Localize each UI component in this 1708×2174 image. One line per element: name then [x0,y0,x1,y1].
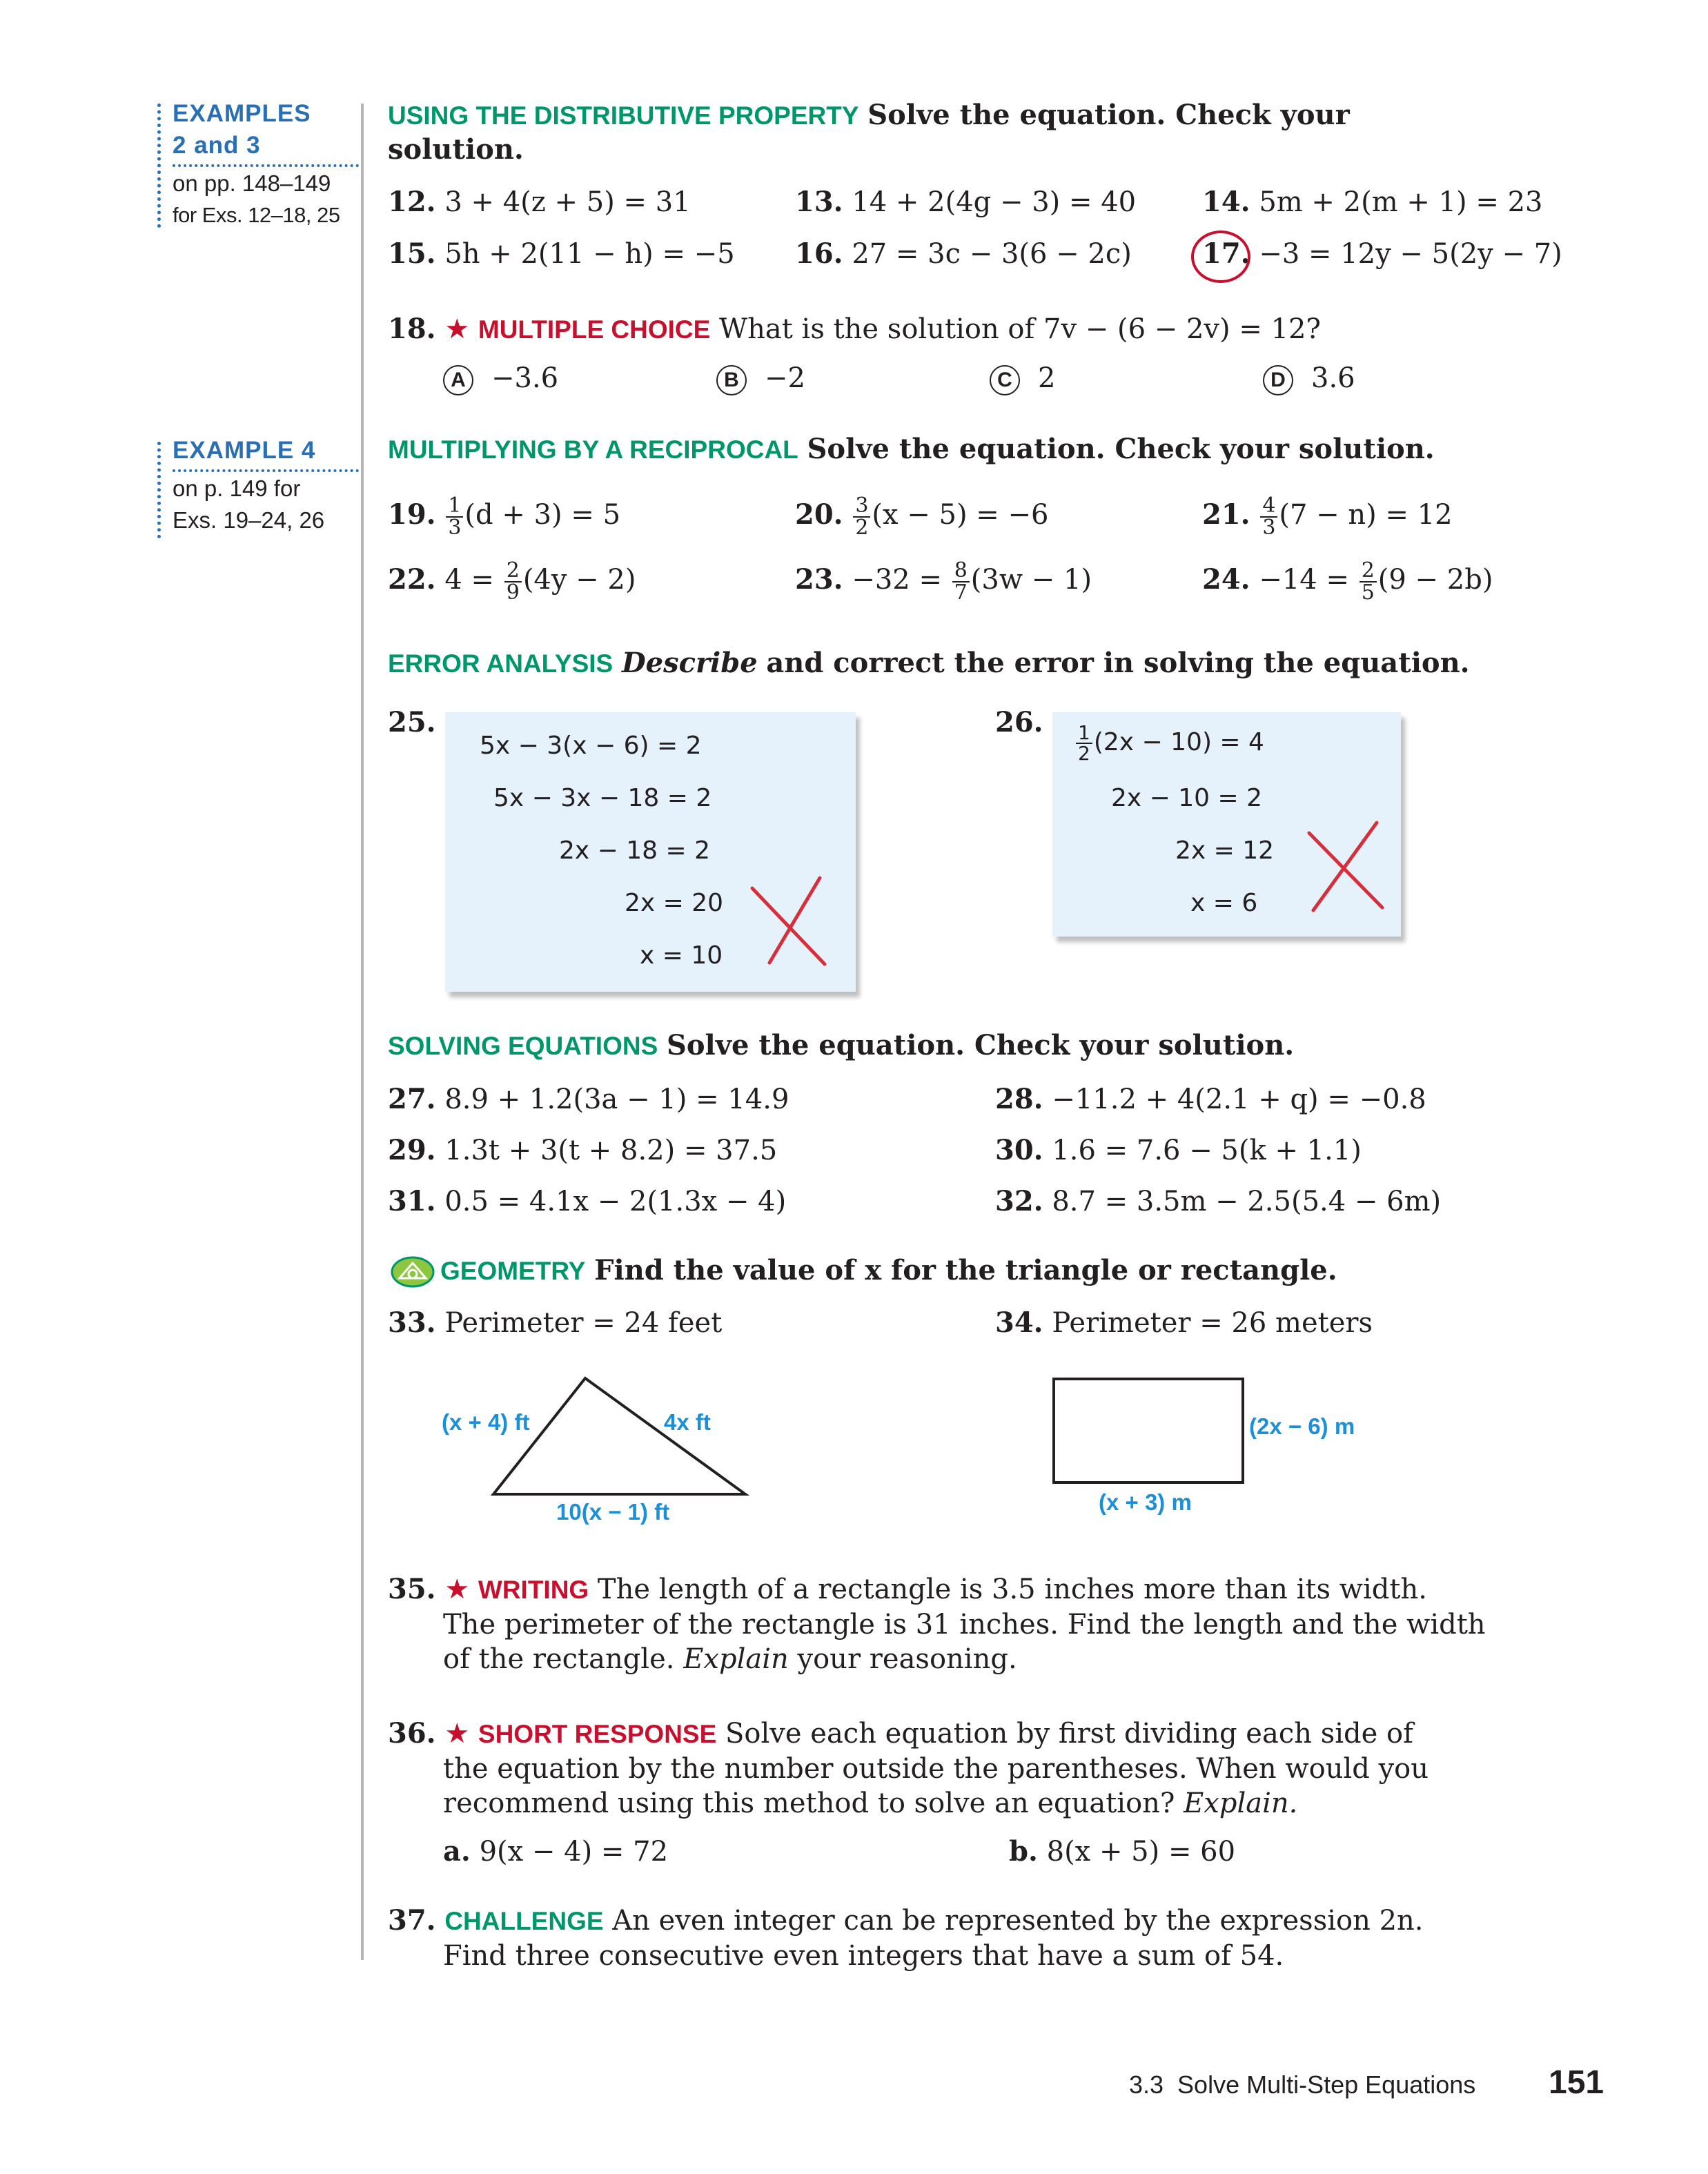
fraction: $\frac{2}{5}$ [1359,560,1377,603]
choice-d[interactable] [1263,362,1355,395]
rectangle-figure [1052,1378,1244,1484]
exercise-35 [388,1572,1486,1676]
section-title-solving: SOLVING EQUATIONS [388,1032,658,1060]
reciprocal-instruction: Solve the equation. Check your solution. [807,433,1435,465]
fraction: $\frac{1}{3}$ [446,496,463,538]
work-line: 2x − 10 = 2 [1111,784,1263,812]
exercise-number: 16. [795,237,843,270]
choice-bubble-c[interactable]: C [990,365,1020,395]
choice-value: −3.6 [491,362,559,394]
sidebar-dotted-divider [173,164,359,167]
error-analysis-header [388,646,1470,681]
exercise-32 [995,1184,1441,1219]
error-instruction-em: Describe [621,647,758,679]
exercise-14 [1202,185,1542,219]
text: An even integer can be represented by the expression 2n. [612,1905,1424,1937]
equation: 0.5 = 4.1x − 2(1.3x − 4) [444,1186,787,1217]
equation: (7 − n) = 12 [1279,499,1453,531]
equation: (9 − 2b) [1377,564,1493,596]
fraction: $\frac{4}{3}$ [1260,496,1277,538]
equation: (3w − 1) [970,564,1092,596]
exercise-25-number: 25. [388,706,436,738]
fraction: $\frac{8}{7}$ [952,560,970,603]
error-x-mark-icon [745,874,835,971]
equation-prefix: −32 = [852,564,942,596]
exercise-number: 23. [795,563,843,596]
choice-a[interactable] [443,362,558,395]
equation: 27 = 3c − 3(6 − 2c) [852,238,1132,270]
equation: (d + 3) = 5 [464,499,621,531]
work-line: 5x − 3(x − 6) = 2 [480,732,702,760]
text: The length of a rectangle is 3.5 inches more than its width. [597,1574,1427,1605]
geometry-header [440,1253,1337,1289]
work-line [1074,723,1264,763]
exercise-37-line2: Find three consecutive even integers that have a sum of 54. [443,1940,1284,1972]
equation: 5m + 2(m + 1) = 23 [1259,186,1543,218]
exercise-37 [388,1903,1424,1973]
sidebar-dotted-divider-2 [173,469,359,472]
exercise-number: 18. [388,313,436,345]
triangle-left-side-label: (x + 4) ft [442,1409,530,1435]
exercise-36-line2: the equation by the number outside the parentheses. When would you [443,1753,1429,1785]
perimeter-text: Perimeter = 26 meters [1052,1307,1373,1339]
error-x-mark-icon [1301,819,1391,916]
solving-header [388,1028,1294,1064]
sidebar-examples-numbers: 2 and 3 [173,132,261,159]
sidebar-example4-exercises: Exs. 19–24, 26 [173,507,325,533]
sidebar-dotted-rule [157,104,161,228]
exercise-36-line3: recommend using this method to solve an equation? Explain. [443,1788,1298,1819]
exercise-13 [795,185,1136,219]
exercise-35-line2: The perimeter of the rectangle is 31 inches. Find the length and the width [443,1609,1486,1641]
exercise-number: 33. [388,1306,436,1339]
rectangle-width-label: (x + 3) m [1099,1489,1192,1515]
short-response-label: SHORT RESPONSE [478,1720,717,1748]
exercise-number: 27. [388,1083,436,1115]
error-instruction: and correct the error in solving the equation. [766,647,1470,679]
choice-b[interactable] [716,362,805,395]
exercise-23 [795,560,1092,603]
exercise-15 [388,237,735,271]
exercise-16 [795,237,1132,271]
choice-value: 2 [1038,362,1056,394]
distributive-header [388,98,1350,133]
exercise-number: 19. [388,498,436,531]
equation: −3 = 12y − 5(2y − 7) [1259,238,1562,270]
fraction: $\frac{1}{2}$ [1076,723,1092,763]
geometry-instruction: Find the value of x for the triangle or rectangle. [594,1254,1337,1286]
rectangle-height-label: (2x − 6) m [1249,1413,1355,1439]
work-line: 2x − 18 = 2 [559,836,711,865]
question-text: What is the solution of 7v − (6 − 2v) = 12? [719,313,1321,345]
exercise-number: 14. [1202,186,1250,218]
distributive-instruction: Solve the equation. Check your [867,99,1350,131]
exercise-30 [995,1133,1362,1168]
distributive-instruction-cont: solution. [388,133,524,166]
exercise-21 [1202,493,1453,540]
equation-prefix: 4 = [444,564,494,596]
writing-label: WRITING [478,1576,589,1604]
exercise-number: 34. [995,1306,1043,1339]
equation: −11.2 + 4(2.1 + q) = −0.8 [1052,1084,1426,1115]
exercise-number: 37. [388,1904,436,1937]
sidebar-examples-heading: EXAMPLES [173,100,311,127]
section-title-geometry: GEOMETRY [440,1257,586,1285]
exercise-26-number: 26. [995,706,1043,738]
equation: 8.7 = 3.5m − 2.5(5.4 − 6m) [1052,1186,1442,1217]
exercise-number: 29. [388,1134,436,1166]
sidebar-dotted-rule-2 [157,442,161,538]
hand-circle-17 [1191,231,1250,283]
triangle-base-label: 10(x − 1) ft [556,1499,670,1525]
text: Solve each equation by first dividing each side of [725,1718,1413,1750]
perimeter-text: Perimeter = 24 feet [444,1307,723,1339]
sidebar-pages: on pp. 148–149 [173,170,331,196]
work-line: x = 10 [640,941,723,970]
exercise-number: 32. [995,1185,1043,1217]
exercise-17 [1202,237,1562,271]
exercise-number: 12. [388,186,436,218]
exercise-number: 30. [995,1134,1043,1166]
sidebar-example4-page: on p. 149 for [173,476,301,501]
equation: 9(x − 4) = 72 [479,1836,669,1868]
exercise-number: 13. [795,186,843,218]
section-title-error-analysis: ERROR ANALYSIS [388,649,613,678]
exercise-35-line1 [388,1572,1427,1607]
fraction: $\frac{3}{2}$ [853,496,870,538]
star-icon: ★ [444,1718,470,1750]
exercise-35-line3: of the rectangle. Explain your reasoning. [443,1643,1017,1675]
exercise-number: 24. [1202,563,1250,596]
footer-section-title: 3.3 Solve Multi-Step Equations [1129,2070,1476,2099]
choice-value: −2 [765,362,805,394]
exercise-34 [995,1306,1373,1340]
exercise-12 [388,185,691,219]
margin-rule [361,104,364,1960]
exercise-37-line1 [388,1903,1424,1939]
exercise-29 [388,1133,777,1168]
exercise-33 [388,1306,722,1340]
exercise-28 [995,1082,1426,1117]
exercise-27 [388,1082,789,1117]
star-icon: ★ [444,313,470,345]
work-line: 5x − 3x − 18 = 2 [493,784,712,812]
solving-instruction: Solve the equation. Check your solution. [666,1029,1295,1061]
exercise-number: 15. [388,237,436,270]
fraction: $\frac{2}{9}$ [504,560,522,603]
exercise-22 [388,560,636,603]
choice-bubble-b[interactable]: B [716,365,747,395]
choice-c[interactable] [990,362,1055,395]
choice-bubble-d[interactable]: D [1263,365,1293,395]
exercise-24 [1202,560,1493,603]
sidebar-example4-heading: EXAMPLE 4 [173,437,316,464]
equation: (4y − 2) [522,564,636,596]
equation: 8.9 + 1.2(3a − 1) = 14.9 [444,1084,789,1115]
exercise-20 [795,493,1049,540]
exercise-36-part-b [1009,1834,1235,1869]
equation: 5h + 2(11 − h) = −5 [444,238,735,270]
equation: 3 + 4(z + 5) = 31 [444,186,691,218]
part-label: a. [443,1835,471,1868]
work-line: 2x = 12 [1175,836,1275,865]
triangle-right-side-label: 4x ft [664,1409,711,1435]
exercise-number: 28. [995,1083,1043,1115]
work-line: x = 6 [1190,889,1258,917]
exercise-number: 31. [388,1185,436,1217]
exercise-number: 36. [388,1717,436,1750]
error-note-25 [445,712,856,992]
sidebar-exercises: for Exs. 12–18, 25 [173,203,340,227]
equation: 1.3t + 3(t + 8.2) = 37.5 [444,1135,778,1166]
exercise-number: 17. [1202,237,1250,270]
equation: 1.6 = 7.6 − 5(k + 1.1) [1052,1135,1362,1166]
exercise-31 [388,1184,786,1219]
exercise-number: 22. [388,563,436,596]
exercise-number: 21. [1202,498,1250,531]
part-label: b. [1009,1835,1038,1868]
equation: 8(x + 5) = 60 [1046,1836,1236,1868]
section-title-distributive: USING THE DISTRIBUTIVE PROPERTY [388,101,859,130]
equation: (x − 5) = −6 [872,499,1049,531]
equation: 14 + 2(4g − 3) = 40 [852,186,1137,218]
star-icon: ★ [444,1574,470,1605]
challenge-label: CHALLENGE [444,1907,604,1935]
equation-prefix: −14 = [1259,564,1349,596]
exercise-36 [388,1716,1429,1821]
geometry-icon [390,1255,435,1289]
multiple-choice-label: MULTIPLE CHOICE [478,315,711,344]
choice-value: 3.6 [1311,362,1355,394]
exercise-36-line1 [388,1716,1413,1752]
reciprocal-header [388,432,1435,467]
choice-bubble-a[interactable]: A [443,365,473,395]
triangle-figure [483,1370,759,1508]
exercise-36-part-a [443,1834,668,1869]
section-title-reciprocal: MULTIPLYING BY A RECIPROCAL [388,435,798,464]
exercise-18 [388,312,1321,347]
exercise-19 [388,493,621,540]
work-line-text: (2x − 10) = 4 [1093,728,1264,756]
page-number: 151 [1549,2064,1604,2101]
error-note-26 [1052,712,1401,937]
exercise-number: 35. [388,1573,436,1605]
exercise-number: 20. [795,498,843,531]
work-line: 2x = 20 [625,889,724,917]
